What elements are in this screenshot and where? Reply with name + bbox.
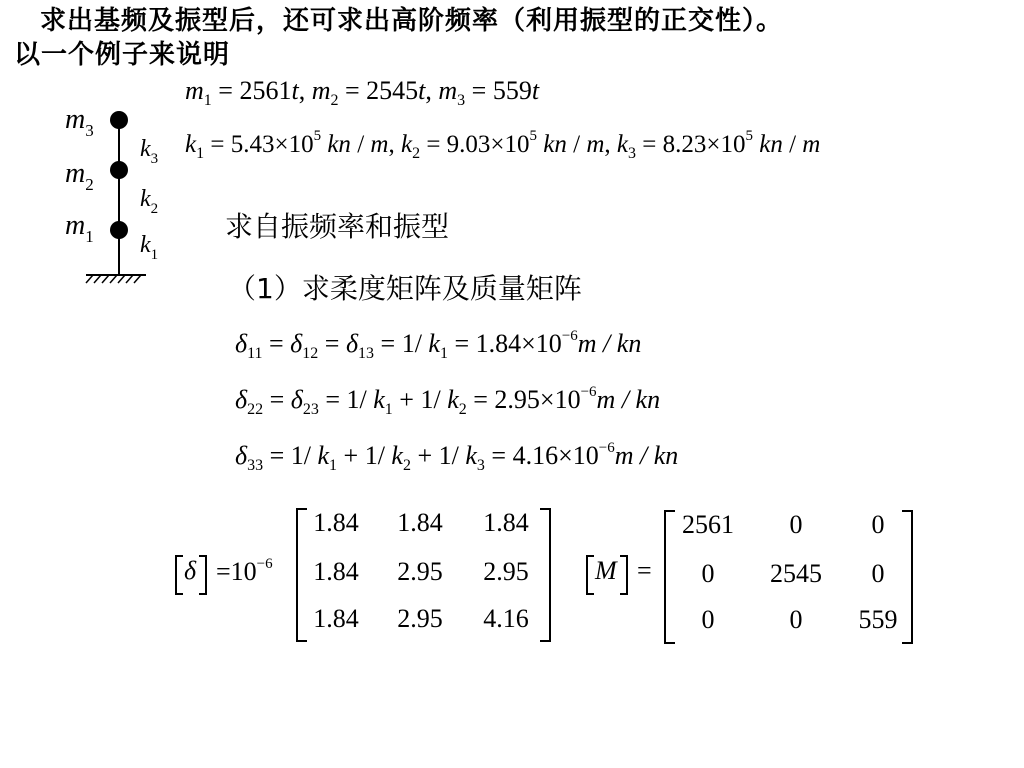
mass-cell: 0 — [701, 605, 715, 634]
spring-label-1: $k_1$ — [140, 232, 159, 263]
mass-values-equation: $m_1 = 2561t$, $m_2 = 2545t$, $m_3 = 559t$ — [185, 76, 540, 109]
task-heading: 求自振频率和振型 — [225, 210, 450, 243]
mass-matrix-symbol: M — [595, 556, 617, 585]
mass-label-3: $m_3$ — [65, 104, 94, 140]
delta-cell: 2.95 — [397, 604, 443, 633]
mass-node-2 — [110, 161, 128, 179]
ground-hatch — [86, 275, 141, 283]
delta-symbol: δ — [184, 556, 197, 585]
delta-cell: 4.16 — [483, 604, 529, 633]
mass-label-1: $m_1$ — [65, 210, 94, 246]
mass-cell: 0 — [789, 510, 803, 539]
delta-cell: 1.84 — [313, 604, 359, 633]
mass-cell: 0 — [871, 559, 885, 588]
delta-cell: 1.84 — [483, 508, 529, 537]
delta-prefix: $=10^{-6}$ — [216, 556, 273, 586]
flexibility-equation-2: $\delta_{22} = \delta_{23} = 1/$ $k_1 + 1/$ $k_2 = 2.95\times 10^{-6}m$ / kn — [235, 384, 661, 418]
flexibility-equation-3: $\delta_{33} = 1/$ $k_1 + 1/$ $k_2 + 1/$ $k_3 = 4.16\times 10^{-6}m$ / kn — [235, 440, 679, 474]
delta-cell: 1.84 — [313, 508, 359, 537]
step1-heading: （1）求柔度矩阵及质量矩阵 — [228, 272, 582, 305]
mass-matrix-equals: = — [637, 556, 652, 585]
mass-node-1 — [110, 221, 128, 239]
stiffness-values-equation: $k_1 = 5.43\times 10^5$ kn / m, $k_2 = 9.03\times 10^5$ kn / m, $k_3 = 8.23\times 10^5$ kn / m — [185, 128, 821, 162]
mass-cell: 0 — [871, 510, 885, 539]
spring-label-3: $k_3$ — [140, 136, 159, 167]
mass-label-2: $m_2$ — [65, 158, 94, 194]
delta-cell: 2.95 — [483, 557, 529, 586]
mass-cell: 0 — [789, 605, 803, 634]
delta-cell: 1.84 — [397, 508, 443, 537]
flexibility-equation-1: $\delta_{11} = \delta_{12} = \delta_{13} = 1/$ $k_1 = 1.84\times 10^{-6}m$ / kn — [235, 328, 642, 362]
delta-cell: 2.95 — [397, 557, 443, 586]
intro-line-1: 求出基频及振型后，还可求出高阶频率（利用振型的正交性）。 — [40, 6, 784, 36]
mass-cell: 559 — [858, 605, 898, 634]
intro-line-2: 以一个例子来说明 — [14, 40, 231, 70]
delta-cell: 1.84 — [313, 557, 359, 586]
mass-cell: 2545 — [770, 559, 822, 588]
spring-label-2: $k_2$ — [140, 186, 159, 217]
mass-node-3 — [110, 111, 128, 129]
mass-cell: 0 — [701, 559, 715, 588]
mass-cell: 2561 — [682, 510, 734, 539]
